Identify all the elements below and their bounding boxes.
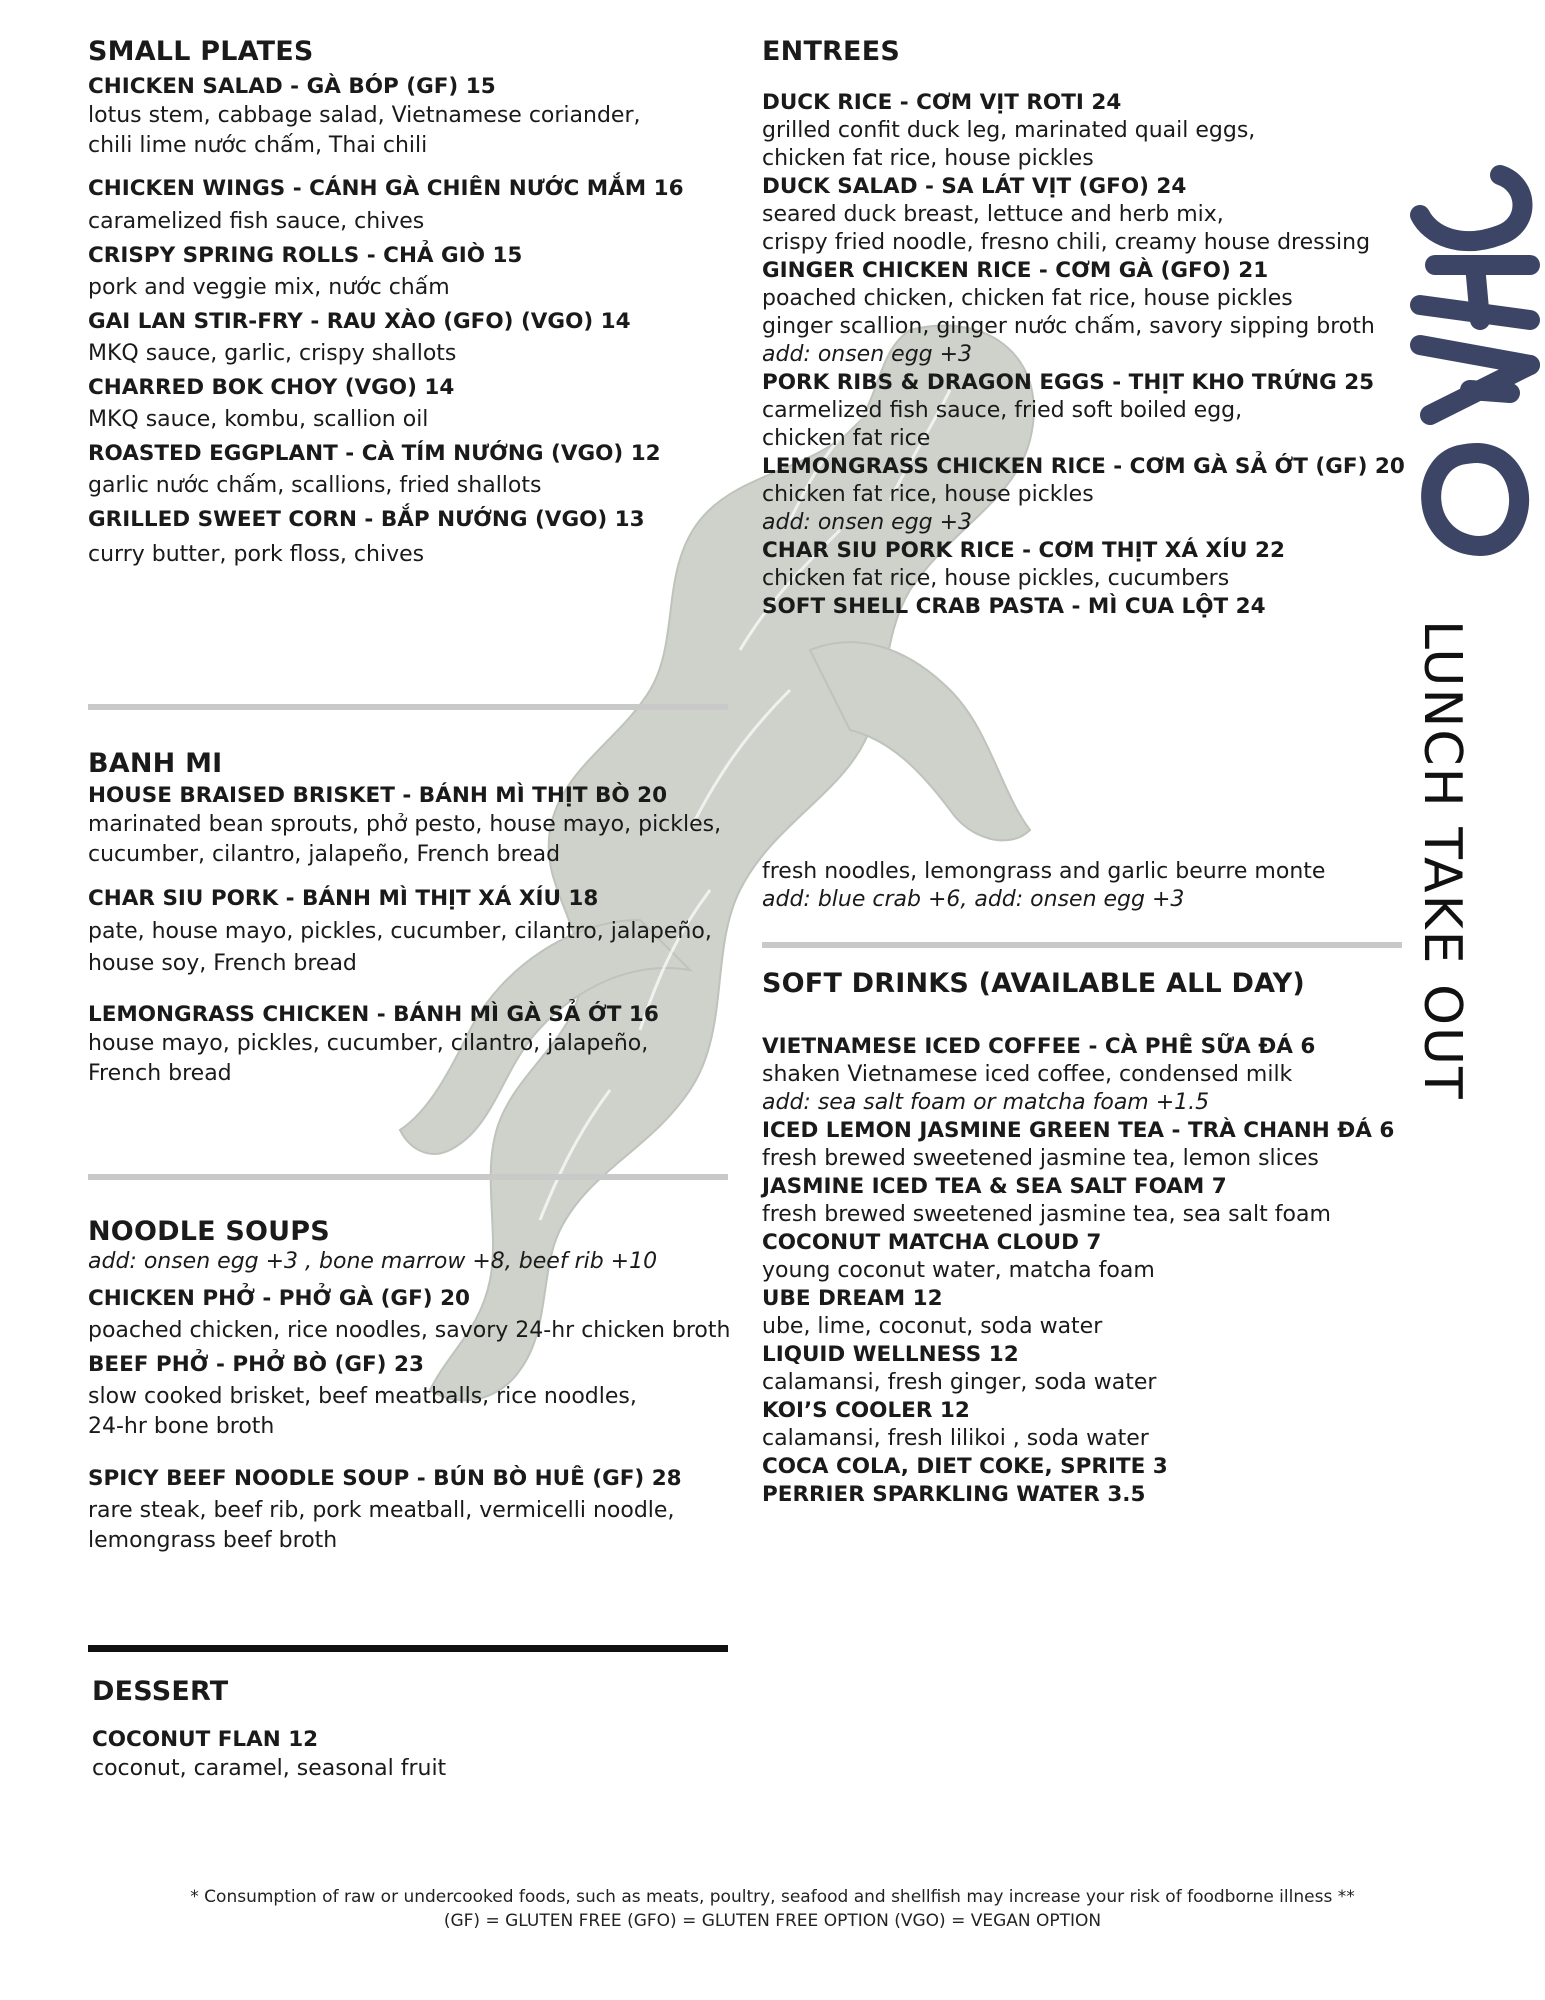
item-desc: house mayo, pickles, cucumber, cilantro, jalapeño,: [88, 1031, 649, 1056]
menu-item: [88, 503, 738, 573]
item-desc: crispy fried noodle, fresno chili, creamy house dressing: [762, 230, 1371, 255]
item-desc: seared duck breast, lettuce and herb mix,: [762, 202, 1224, 227]
menu-item: [762, 1033, 1442, 1117]
item-addon: add: onsen egg +3: [762, 342, 973, 367]
menu-item: [88, 1462, 748, 1556]
item-name: CHAR SIU PORK - BÁNH MÌ THỊT XÁ XÍU 18: [88, 886, 599, 911]
item-desc: chicken fat rice, house pickles: [762, 482, 1094, 507]
menu-item: [762, 1453, 1442, 1481]
item-name: PERRIER SPARKLING WATER 3.5: [762, 1482, 1146, 1507]
menu-item: [762, 369, 1402, 453]
item-name: ROASTED EGGPLANT - CÀ TÍM NƯỚNG (VGO) 12: [88, 441, 661, 466]
item-desc: poached chicken, rice noodles, savory 24-hr chicken broth: [88, 1318, 731, 1343]
item-name: CHICKEN PHỞ - PHỞ GÀ (GF) 20: [88, 1286, 470, 1311]
item-addon: add: sea salt foam or matcha foam +1.5: [762, 1090, 1210, 1115]
item-desc: young coconut water, matcha foam: [762, 1258, 1155, 1283]
item-name: LIQUID WELLNESS 12: [762, 1342, 1019, 1367]
menu-item: [762, 1481, 1442, 1509]
menu-item: [762, 1117, 1442, 1173]
item-desc: shaken Vietnamese iced coffee, condensed milk: [762, 1062, 1293, 1087]
item-desc: pork and veggie mix, nước chấm: [88, 275, 450, 300]
item-desc: curry butter, pork floss, chives: [88, 542, 425, 567]
item-name: VIETNAMESE ICED COFFEE - CÀ PHÊ SỮA ĐÁ 6: [762, 1034, 1316, 1059]
menu-item: [88, 1282, 748, 1346]
item-desc: ube, lime, coconut, soda water: [762, 1314, 1103, 1339]
soft-drinks-section: [762, 968, 1442, 1509]
small-plates-list: [88, 72, 738, 573]
item-desc: chili lime nước chấm, Thai chili: [88, 133, 428, 158]
banh-mi-title: BANH MI: [88, 748, 223, 779]
noodle-soups-section: [88, 1216, 748, 1556]
item-desc: marinated bean sprouts, phở pesto, house mayo, pickles,: [88, 812, 722, 837]
item-desc: MKQ sauce, garlic, crispy shallots: [88, 341, 457, 366]
menu-item: [88, 882, 738, 980]
item-name: CHICKEN SALAD - GÀ BÓP (GF) 15: [88, 74, 496, 99]
item-desc: cucumber, cilantro, jalapeño, French bread: [88, 842, 561, 867]
menu-item: [762, 453, 1405, 537]
item-name: COCONUT MATCHA CLOUD 7: [762, 1230, 1102, 1255]
menu-item: [762, 173, 1402, 257]
item-addon: add: onsen egg +3: [762, 510, 973, 535]
item-desc: ginger scallion, ginger nước chấm, savory sipping broth: [762, 314, 1375, 339]
menu-item: [88, 1348, 748, 1442]
item-name: GAI LAN STIR-FRY - RAU XÀO (GFO) (VGO) 14: [88, 309, 631, 334]
menu-item: [88, 1000, 738, 1089]
item-desc: fresh brewed sweetened jasmine tea, lemon slices: [762, 1146, 1319, 1171]
item-desc: chicken fat rice, house pickles, cucumbers: [762, 566, 1230, 591]
item-desc: pate, house mayo, pickles, cucumber, cilantro, jalapeño,: [88, 919, 712, 944]
entrees-title: ENTREES: [762, 36, 900, 67]
banh-mi-section: [88, 748, 738, 1089]
divider: [88, 1645, 728, 1652]
item-name: GRILLED SWEET CORN - BẮP NƯỚNG (VGO) 13: [88, 507, 645, 532]
item-desc: poached chicken, chicken fat rice, house pickles: [762, 286, 1293, 311]
item-name: CRISPY SPRING ROLLS - CHẢ GIÒ 15: [88, 243, 523, 268]
menu-item: [88, 437, 738, 501]
item-name: PORK RIBS & DRAGON EGGS - THỊT KHO TRỨNG 25: [762, 370, 1375, 395]
divider: [762, 942, 1402, 948]
noodle-soups-addons: add: onsen egg +3 , bone marrow +8, beef rib +10: [88, 1249, 658, 1274]
menu-item: [762, 89, 1402, 173]
item-name: CHARRED BOK CHOY (VGO) 14: [88, 375, 455, 400]
menu-item: [88, 171, 738, 237]
item-desc: calamansi, fresh lilikoi , soda water: [762, 1426, 1149, 1451]
item-name: JASMINE ICED TEA & SEA SALT FOAM 7: [762, 1174, 1227, 1199]
menu-item: [762, 537, 1402, 593]
item-name: CHAR SIU PORK RICE - CƠM THỊT XÁ XÍU 22: [762, 538, 1285, 563]
menu-item: [88, 371, 738, 435]
item-desc: caramelized fish sauce, chives: [88, 209, 425, 234]
item-desc: MKQ sauce, kombu, scallion oil: [88, 407, 429, 432]
menu-item: [762, 1173, 1442, 1229]
footer-legend: (GF) = GLUTEN FREE (GFO) = GLUTEN FREE OPTION (VGO) = VEGAN OPTION: [443, 1911, 1102, 1931]
item-name: LEMONGRASS CHICKEN - BÁNH MÌ GÀ SẢ ỚT 16: [88, 1002, 659, 1027]
footer-disclaimer: * Consumption of raw or undercooked foods, such as meats, poultry, seafood and shellfish may increase your risk of foodborne illness **: [190, 1887, 1355, 1907]
item-name: GINGER CHICKEN RICE - CƠM GÀ (GFO) 21: [762, 258, 1269, 283]
item-desc: slow cooked brisket, beef meatballs, rice noodles,: [88, 1384, 637, 1409]
item-desc: garlic nước chấm, scallions, fried shallots: [88, 473, 542, 498]
dessert-title: DESSERT: [92, 1676, 229, 1707]
menu-item: [762, 1341, 1442, 1397]
item-name: HOUSE BRAISED BRISKET - BÁNH MÌ THỊT BÒ 20: [88, 783, 668, 808]
item-name: BEEF PHỞ - PHỞ BÒ (GF) 23: [88, 1352, 424, 1377]
item-name: SPICY BEEF NOODLE SOUP - BÚN BÒ HUÊ (GF) 28: [88, 1466, 682, 1491]
crab-pasta-details: [762, 858, 1402, 914]
item-name: SOFT SHELL CRAB PASTA - MÌ CUA LỘT 24: [762, 594, 1266, 619]
item-name: DUCK RICE - CƠM VỊT ROTI 24: [762, 90, 1122, 115]
item-name: DUCK SALAD - SA LÁT VỊT (GFO) 24: [762, 174, 1187, 199]
item-desc: lemongrass beef broth: [88, 1528, 338, 1553]
divider: [88, 1174, 728, 1180]
item-desc: calamansi, fresh ginger, soda water: [762, 1370, 1157, 1395]
item-desc: French bread: [88, 1061, 232, 1086]
item-name: LEMONGRASS CHICKEN RICE - CƠM GÀ SẢ ỚT (GF) 20: [762, 454, 1405, 479]
chao-logo: [1380, 155, 1540, 585]
menu-item: [762, 593, 1402, 621]
footer: [0, 1885, 1545, 1933]
divider: [88, 704, 728, 710]
small-plates-title: SMALL PLATES: [88, 36, 314, 67]
item-name: ICED LEMON JASMINE GREEN TEA - TRÀ CHANH ĐÁ 6: [762, 1118, 1395, 1143]
item-desc: 24-hr bone broth: [88, 1414, 275, 1439]
noodle-soups-title: NOODLE SOUPS: [88, 1216, 330, 1247]
menu-item: [88, 72, 738, 161]
item-desc: lotus stem, cabbage salad, Vietnamese coriander,: [88, 103, 641, 128]
menu-item: [88, 305, 738, 369]
menu-item: [88, 239, 738, 303]
menu-item: [92, 1725, 732, 1784]
item-desc: carmelized fish sauce, fried soft boiled egg,: [762, 398, 1243, 423]
lunch-take-out-title: LUNCH TAKE OUT: [1412, 620, 1472, 1101]
item-desc: fresh noodles, lemongrass and garlic beurre monte: [762, 859, 1326, 884]
dessert-section: [92, 1676, 732, 1784]
item-desc: chicken fat rice, house pickles: [762, 146, 1094, 171]
item-name: UBE DREAM 12: [762, 1286, 943, 1311]
item-desc: rare steak, beef rib, pork meatball, vermicelli noodle,: [88, 1498, 675, 1523]
entrees-section: [762, 36, 1405, 621]
soft-drinks-title: SOFT DRINKS (AVAILABLE ALL DAY): [762, 968, 1305, 999]
item-name: CHICKEN WINGS - CÁNH GÀ CHIÊN NƯỚC MẮM 16: [88, 176, 684, 201]
item-desc: house soy, French bread: [88, 951, 357, 976]
menu-item: [88, 781, 738, 870]
menu-item: [762, 1397, 1442, 1453]
item-desc: fresh brewed sweetened jasmine tea, sea salt foam: [762, 1202, 1331, 1227]
item-desc: grilled confit duck leg, marinated quail eggs,: [762, 118, 1256, 143]
menu-item: [762, 257, 1402, 369]
item-name: COCA COLA, DIET COKE, SPRITE 3: [762, 1454, 1168, 1479]
item-name: KOI’S COOLER 12: [762, 1398, 970, 1423]
item-addon: add: blue crab +6, add: onsen egg +3: [762, 887, 1185, 912]
menu-item: [762, 1229, 1442, 1285]
item-desc: chicken fat rice: [762, 426, 931, 451]
item-name: COCONUT FLAN 12: [92, 1727, 319, 1752]
item-desc: coconut, caramel, seasonal fruit: [92, 1756, 447, 1781]
menu-item: [762, 1285, 1442, 1341]
